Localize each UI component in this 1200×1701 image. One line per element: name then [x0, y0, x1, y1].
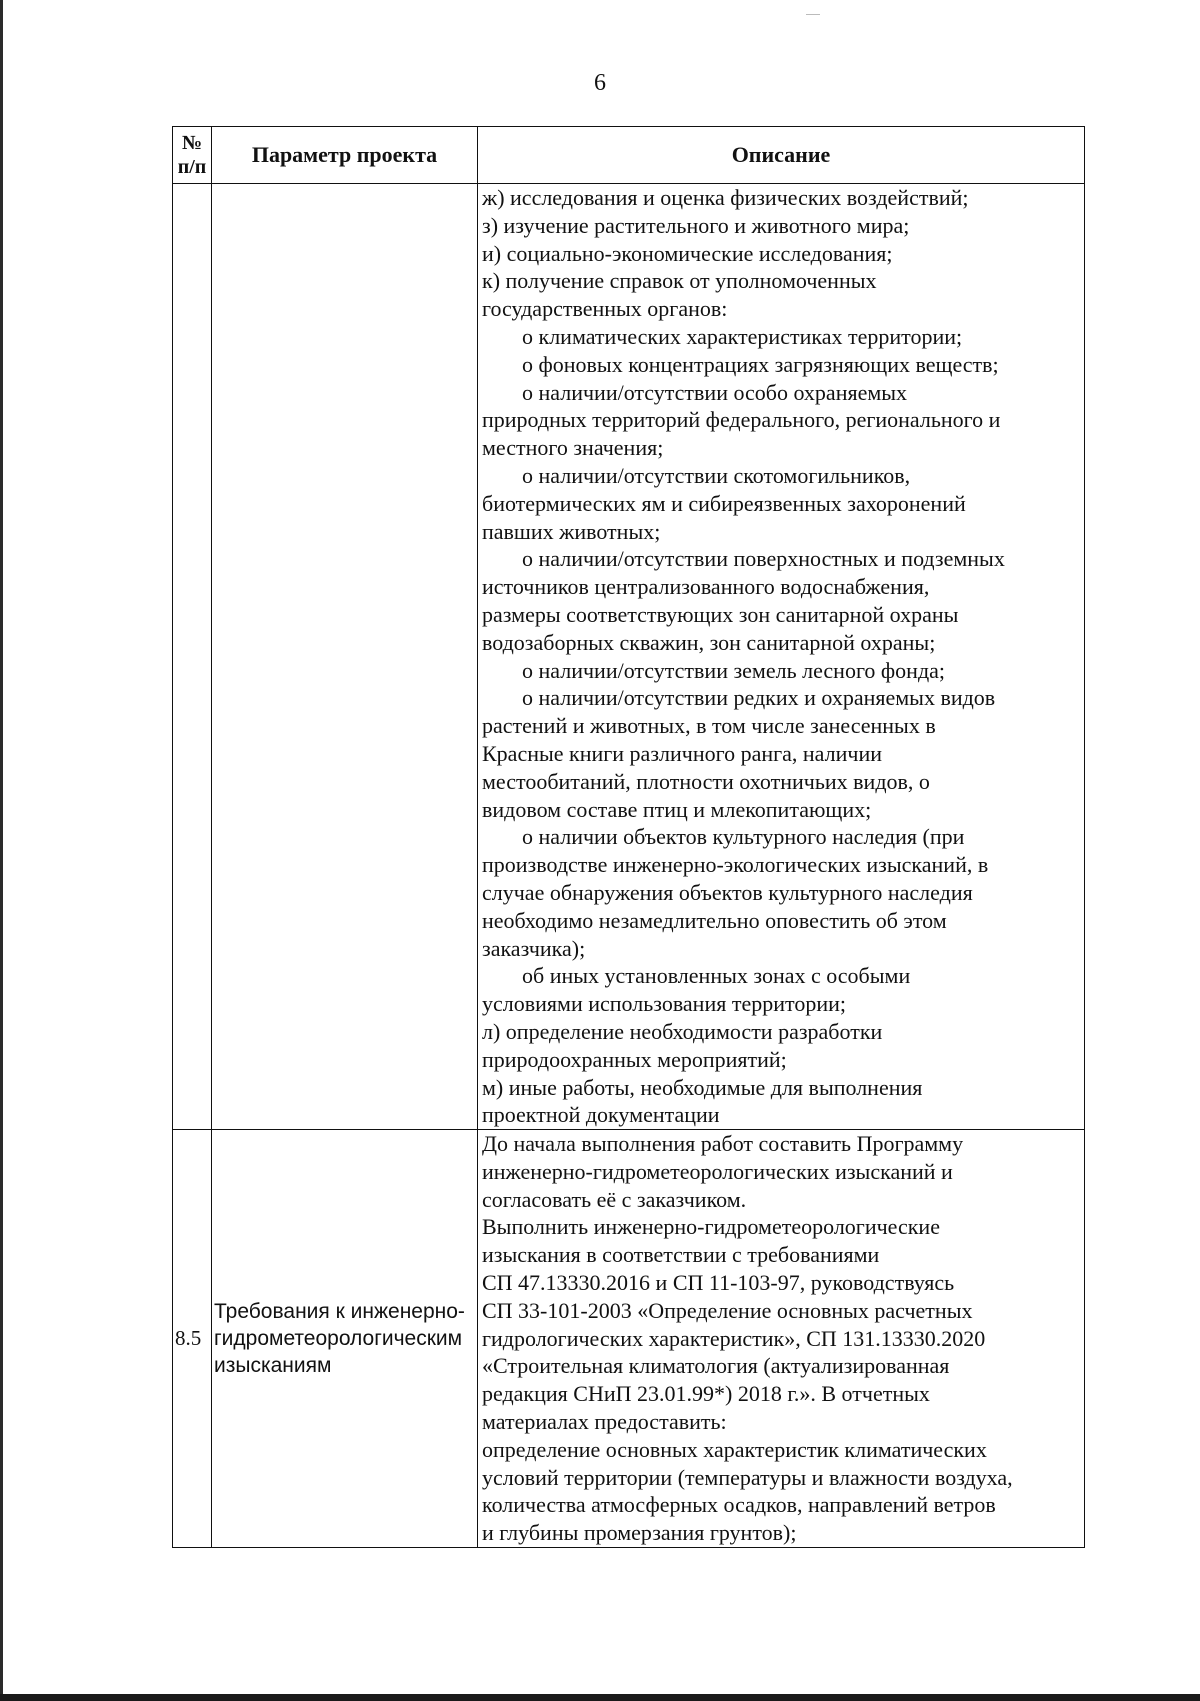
- scan-edge-bottom: [0, 1694, 1200, 1701]
- description-line: о наличии/отсутствии особо охраняемых: [522, 379, 908, 405]
- description-line: размеры соответствующих зон санитарной охраны: [482, 601, 959, 627]
- param-line: изысканиям: [214, 1354, 332, 1378]
- description-line: определение основных характеристик климатических: [482, 1436, 987, 1462]
- description-line: о наличии объектов культурного наследия (при: [522, 824, 965, 850]
- row2-num: 8.5: [173, 1130, 212, 1548]
- description-line: источников централизованного водоснабжения,: [482, 574, 930, 600]
- description-line: производстве инженерно-экологических изысканий, в: [482, 852, 989, 878]
- row1-num: [173, 184, 212, 1130]
- description-line: об иных установленных зонах с особыми: [522, 963, 911, 989]
- description-line: о наличии/отсутствии поверхностных и подземных: [522, 546, 1005, 572]
- description-line: условий территории (температуры и влажности воздуха,: [482, 1464, 1013, 1490]
- header-param: Параметр проекта: [212, 127, 478, 184]
- description-line: местообитаний, плотности охотничьих видов, о: [482, 768, 930, 794]
- description-line: природоохранных мероприятий;: [482, 1046, 787, 1072]
- description-line: редакция СНиП 23.01.99*) 2018 г.». В отчетных: [482, 1381, 930, 1407]
- header-num: № п/п: [173, 127, 212, 184]
- row2-param: [212, 1130, 478, 1548]
- description-line: инженерно-гидрометеорологических изысканий и: [482, 1158, 953, 1184]
- description-line: СП 33-101-2003 «Определение основных расчетных: [482, 1297, 973, 1323]
- description-line: местного значения;: [482, 435, 664, 461]
- table-header-row: [173, 127, 1085, 184]
- description-line: «Строительная климатология (актуализированная: [482, 1353, 950, 1379]
- description-line: До начала выполнения работ составить Программу: [482, 1131, 964, 1157]
- row2-description: [478, 1130, 1085, 1548]
- scan-mark: [806, 14, 820, 15]
- row1-param: [212, 184, 478, 1130]
- description-line: павших животных;: [482, 518, 661, 544]
- description-line: необходимо незамедлительно оповестить об этом: [482, 907, 947, 933]
- description-line: о наличии/отсутствии скотомогильников,: [522, 462, 911, 488]
- description-line: Красные книги различного ранга, наличии: [482, 740, 882, 766]
- description-line: и глубины промерзания грунтов);: [482, 1520, 797, 1546]
- description-line: заказчика);: [482, 935, 586, 961]
- description-line: водозаборных скважин, зон санитарной охраны;: [482, 629, 936, 655]
- requirements-table: [172, 126, 1085, 1548]
- description-line: согласовать её с заказчиком.: [482, 1186, 747, 1212]
- description-line: материалах предоставить:: [482, 1409, 727, 1435]
- scan-edge-left: [0, 0, 3, 1701]
- description-line: л) определение необходимости разработки: [482, 1018, 883, 1044]
- page-number: 6: [594, 70, 606, 96]
- description-line: природных территорий федерального, регионального и: [482, 407, 1001, 433]
- description-line: о наличии/отсутствии редких и охраняемых видов: [522, 685, 996, 711]
- row1-description: [478, 184, 1085, 1130]
- description-line: о климатических характеристиках территории;: [522, 323, 963, 349]
- param-line: Требования к инженерно-: [214, 1300, 465, 1324]
- description-line: Выполнить инженерно-гидрометеорологические: [482, 1214, 940, 1240]
- header-desc: Описание: [478, 127, 1085, 184]
- description-line: условиями использования территории;: [482, 991, 846, 1017]
- description-line: случае обнаружения объектов культурного наследия: [482, 879, 973, 905]
- table-row: [173, 1130, 1085, 1548]
- description-line: растений и животных, в том числе занесенных в: [482, 713, 936, 739]
- description-line: м) иные работы, необходимые для выполнения: [482, 1074, 923, 1100]
- description-line: и) социально-экономические исследования;: [482, 240, 893, 266]
- description-line: проектной документации: [482, 1102, 720, 1128]
- description-line: к) получение справок от уполномоченных: [482, 268, 877, 294]
- description-line: гидрологических характеристик», СП 131.13330.2020: [482, 1325, 986, 1351]
- description-line: изыскания в соответствии с требованиями: [482, 1242, 880, 1268]
- param-line: гидрометеорологическим: [214, 1327, 463, 1351]
- description-line: биотермических ям и сибиреязвенных захоронений: [482, 490, 966, 516]
- description-line: количества атмосферных осадков, направлений ветров: [482, 1492, 996, 1518]
- description-line: о фоновых концентрациях загрязняющих веществ;: [522, 351, 999, 377]
- description-line: государственных органов:: [482, 296, 728, 322]
- description-line: видовом составе птиц и млекопитающих;: [482, 796, 872, 822]
- description-line: ж) исследования и оценка физических воздействий;: [482, 185, 969, 210]
- table-row: [173, 184, 1085, 1130]
- description-line: о наличии/отсутствии земель лесного фонда;: [522, 657, 946, 683]
- description-line: з) изучение растительного и животного мира;: [482, 212, 910, 238]
- description-line: СП 47.13330.2016 и СП 11-103-97, руководствуясь: [482, 1270, 955, 1296]
